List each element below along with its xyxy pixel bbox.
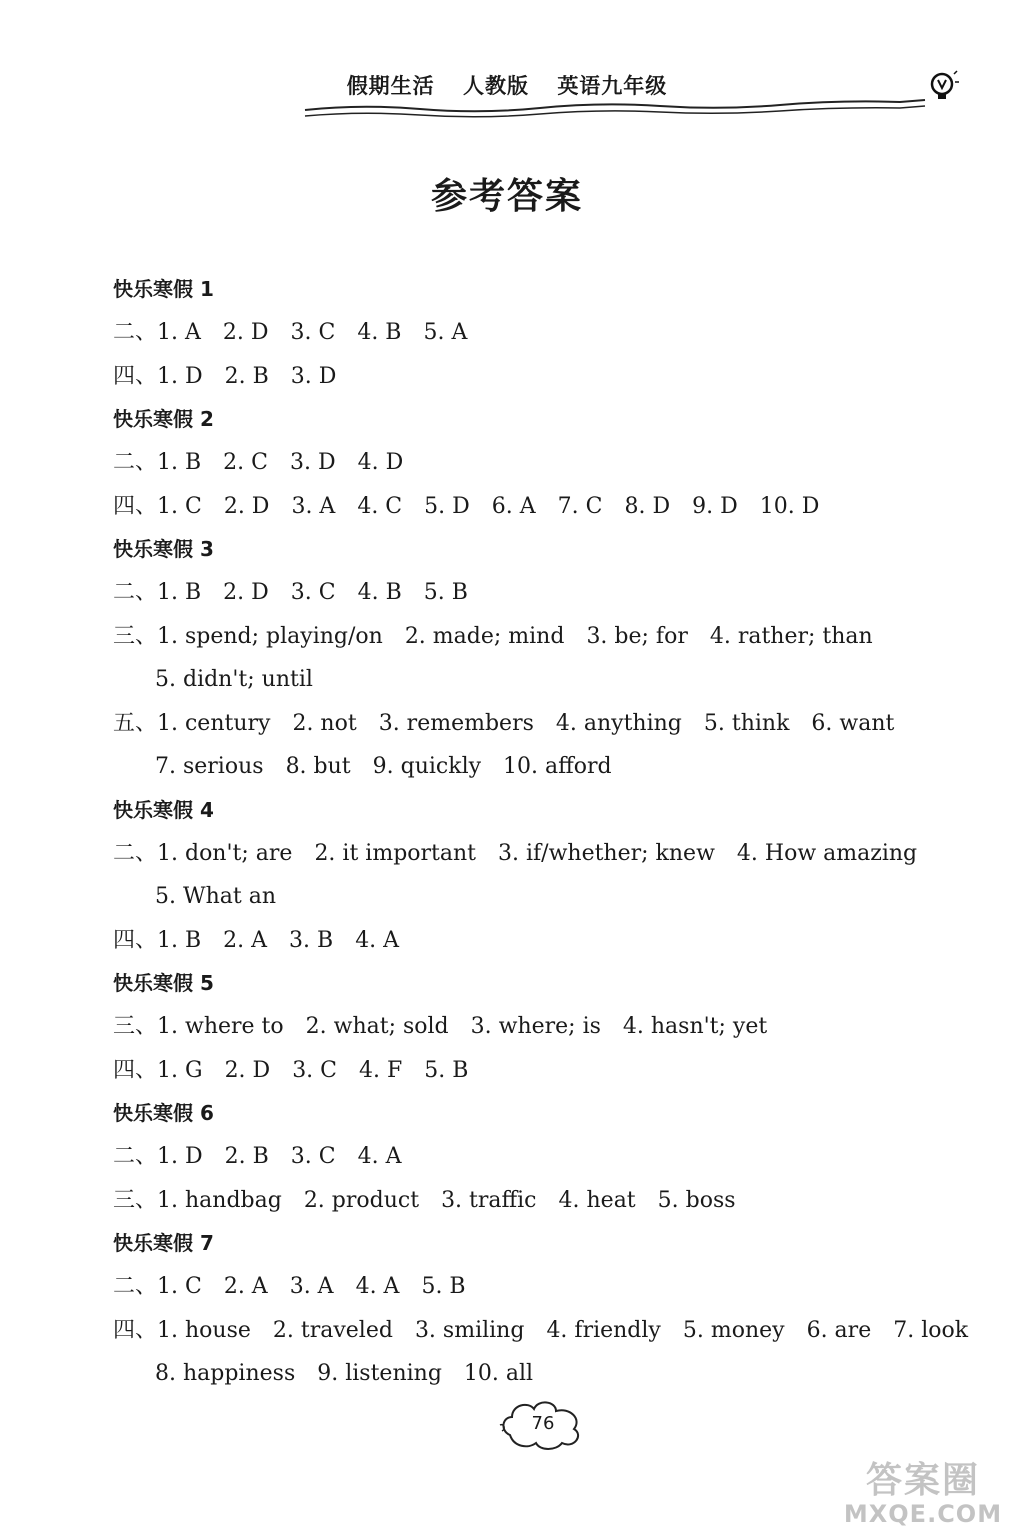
answer-item: 二、1. D [113,1144,203,1169]
answer-item: 8. happiness [155,1361,296,1386]
answer-item: 五、1. century [113,710,271,736]
section-title: 快乐寒假 5 [113,971,214,995]
answer-item: 2. C [223,450,268,475]
answer-item: 四、1. D [113,363,203,389]
answer-item: 3. traffic [441,1187,537,1213]
answer-item: 4. B [357,320,402,345]
answer-line [113,615,933,659]
answer-line [113,1265,933,1309]
answer-item: 3. B [289,927,334,953]
answer-line [113,832,933,876]
answer-item: 3. C [290,1144,336,1169]
answer-item: 5. think [703,710,790,736]
answer-item: 3. smiling [414,1317,525,1343]
answer-item: 2. not [292,710,357,736]
answer-item: 4. D [357,450,404,475]
answer-line [113,658,933,702]
watermark [838,1452,1008,1532]
answer-item: 4. friendly [546,1317,661,1343]
answer-item: 2. D [222,320,269,345]
answer-item: 2. D [224,1057,271,1083]
answer-item: 6. want [811,710,895,736]
answer-line [113,571,933,615]
answer-item: 5. money [682,1317,785,1343]
section-title: 快乐寒假 3 [113,537,214,561]
answer-item: 4. anything [555,710,682,736]
section-title: 快乐寒假 4 [113,797,214,822]
answer-item: 3. where; is [470,1014,601,1039]
answer-item: 二、1. don't; are [113,840,293,866]
answer-line [113,1179,933,1223]
answer-item: 8. but [285,754,351,779]
answer-item: 二、1. C [113,1274,202,1299]
section-title: 快乐寒假 7 [113,1231,214,1255]
answer-line [113,1049,933,1093]
answer-item: 5. A [423,320,468,345]
answer-item: 3. A [289,1274,334,1299]
answer-item: 4. C [357,493,403,519]
answer-item: 三、1. spend; playing/on [113,623,383,649]
page-number: 76 [531,1413,555,1434]
answer-item: 2. D [223,493,270,519]
answer-item: 4. hasn't; yet [622,1014,768,1039]
answer-item: 7. serious [155,754,264,779]
answer-item: 二、1. A [113,320,201,345]
answer-item: 四、1. B [113,927,202,953]
answer-item: 2. made; mind [404,623,565,649]
answer-item: 6. A [491,493,536,519]
section-title: 快乐寒假 2 [113,407,214,431]
answer-item: 10. all [463,1361,534,1386]
answer-item: 三、1. handbag [113,1187,282,1213]
answer-item: 二、1. B [113,450,202,475]
answer-item: 2. D [223,580,269,605]
answer-item: 4. heat [558,1187,636,1213]
answer-item: 2. A [223,927,268,953]
answer-item: 7. C [557,493,603,519]
answer-item: 2. product [303,1187,420,1213]
section-title: 快乐寒假 1 [113,277,214,301]
answer-line [113,1309,969,1353]
header-series: 假期生活 [346,74,435,98]
page-title: 参考答案 [430,176,583,217]
answer-line [113,1005,933,1049]
answer-item: 10. D [759,493,820,519]
answer-item: 3. D [290,363,337,389]
header-edition: 人教版 [463,74,529,98]
answer-item: 5. B [423,580,468,605]
answer-line [113,355,933,399]
answer-item: 4. A [355,927,400,953]
answer-line [113,919,933,963]
watermark-url: MXQE.COM [843,1500,1003,1528]
answer-item: 3. C [292,1057,338,1083]
answer-line [113,1135,933,1179]
watermark-text: 答案圈 [865,1460,980,1501]
section-title: 快乐寒假 6 [113,1101,214,1125]
answer-item: 3. if/whether; knew [498,840,715,866]
answer-item: 2. what; sold [305,1014,449,1039]
answer-item: 2. traveled [272,1317,393,1343]
page-number-badge [498,1395,588,1451]
answer-item: 3. remembers [378,710,534,736]
answer-line [113,875,933,919]
answer-line [113,745,933,789]
answer-item: 5. boss [657,1187,736,1213]
answer-item: 7. look [893,1317,969,1343]
answer-item: 四、1. house [113,1317,251,1343]
answer-item: 4. B [357,580,402,605]
answer-item: 8. D [624,493,671,519]
answer-list [113,268,969,1396]
lightbulb-icon [928,70,960,106]
answer-line [113,441,933,485]
answer-item: 3. A [291,493,336,519]
answer-item: 2. B [224,363,269,389]
header-wavy-rule [300,96,940,126]
answer-item: 5. B [424,1057,469,1083]
answer-item: 5. D [424,493,470,519]
answer-item: 3. C [290,320,336,345]
answer-item: 4. rather; than [709,623,873,649]
answer-item: 9. quickly [372,754,482,779]
answer-item: 9. D [692,493,738,519]
answer-item: 四、1. G [113,1057,203,1083]
answer-line [113,1352,933,1396]
answer-item: 2. it important [314,840,476,866]
answer-item: 10. afford [503,754,612,779]
answer-item: 二、1. B [113,580,202,605]
answer-item: 9. listening [317,1361,442,1386]
answer-item: 3. D [289,450,336,475]
answer-item: 5. What an [155,884,276,909]
answer-item: 2. A [223,1274,268,1299]
header-subject: 英语九年级 [557,74,668,98]
answer-item: 4. A [357,1144,402,1169]
answer-line [113,702,933,746]
answer-item: 三、1. where to [113,1014,284,1039]
answer-item: 4. F [359,1057,403,1083]
answer-item: 四、1. C [113,493,202,519]
answer-item: 5. didn't; until [155,667,313,692]
answer-item: 4. How amazing [736,840,918,866]
answer-line [113,485,933,529]
answer-item: 4. A [355,1274,400,1299]
answer-item: 5. B [421,1274,466,1299]
answer-item: 2. B [224,1144,269,1169]
answer-line [113,311,933,355]
answer-item: 3. be; for [586,623,688,649]
answer-item: 3. C [290,580,336,605]
answer-item: 6. are [806,1317,872,1343]
